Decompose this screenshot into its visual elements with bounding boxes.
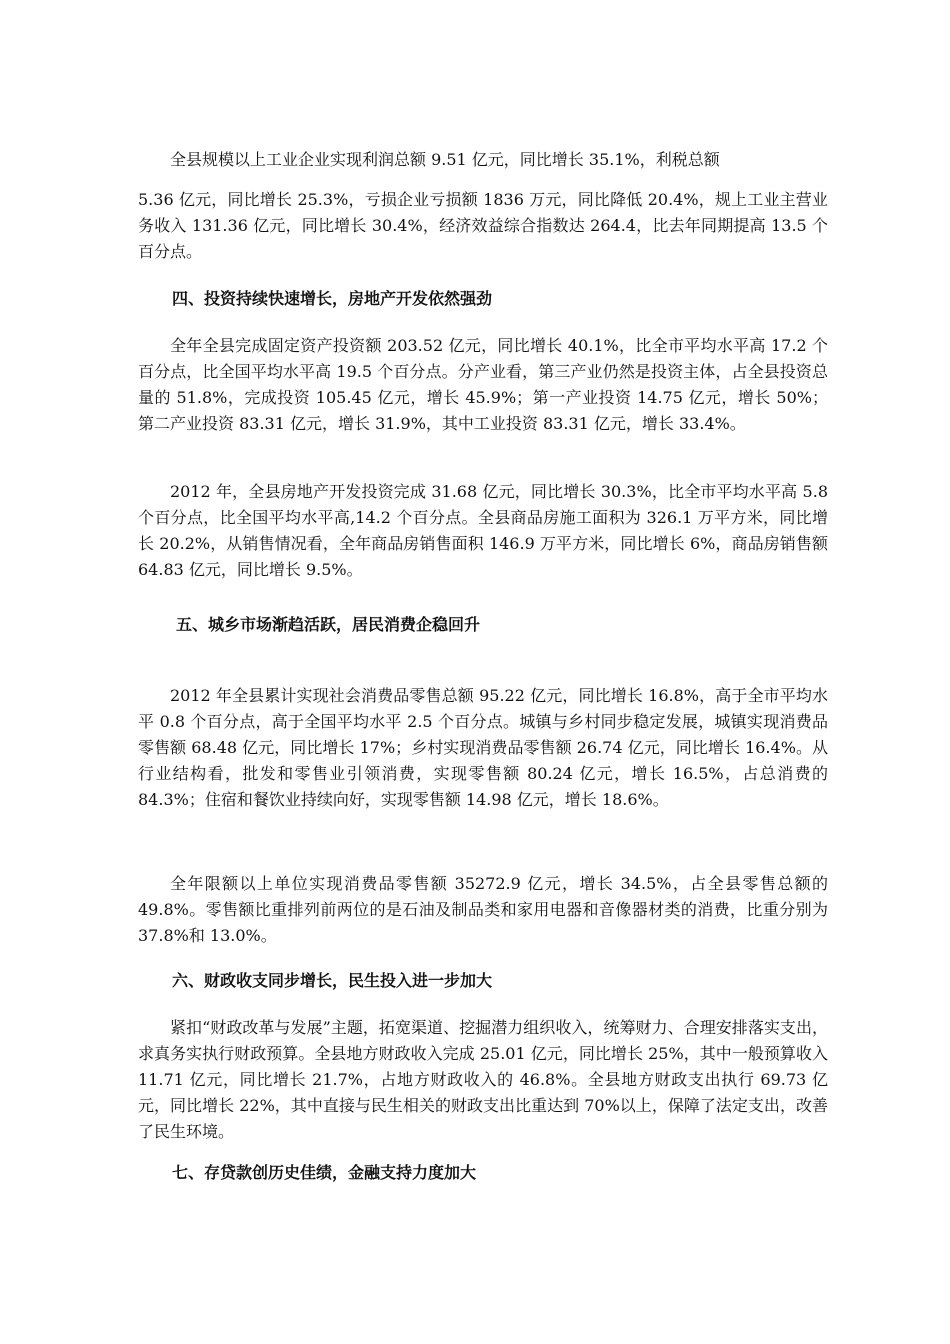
paragraph-above-limit-retail: 全年限额以上单位实现消费品零售额 35272.9 亿元，增长 34.5%，占全县零售总额的 49.8%。零售额比重排列前两位的是石油及制品类和家用电器和音像器材类的消费，比重分别为 37.8%和 13.0%。	[138, 874, 828, 945]
section-heading-deposits: 七、存贷款创历史佳绩，金融支持力度加大	[172, 1163, 477, 1182]
paragraph-fiscal: 紧扣“财政改革与发展”主题，拓宽渠道、挖掘潜力组织收入，统筹财力、合理安排落实支出，求真务实执行财政预算。全县地方财政收入完成 25.01 亿元，同比增长 25%，其中一般预算收入 11.71 亿元，同比增长 21.7%，占地方财政收入的 46.8%。全县地方财政支出执行 69.73 亿元，同比增长 22%，其中直接与民生相关的财政支出比重达到 70%以上，保障了法定支出，改善了民生环境。	[138, 1018, 828, 1141]
paragraph-retail-sales: 2012 年全县累计实现社会消费品零售总额 95.22 亿元，同比增长 16.8%，高于全市平均水平 0.8 个百分点，高于全国平均水平 2.5 个百分点。城镇与乡村同步稳定发展，城镇实现消费品零售额 68.48 亿元，同比增长 17%；乡村实现消费品零售额 26.74 亿元，同比增长 16.4%。从行业结构看，批发和零售业引领消费，实现零售额 80.24 亿元，增长 16.5%，占总消费的 84.3%；住宿和餐饮业持续向好，实现零售额 14.98 亿元，增长 18.6%。	[138, 686, 828, 809]
paragraph-fixed-asset-investment: 全年全县完成固定资产投资额 203.52 亿元，同比增长 40.1%，比全市平均水平高 17.2 个百分点，比全国平均水平高 19.5 个百分点。分产业看，第三产业仍然是投资主体，占全县投资总量的 51.8%，完成投资 105.45 亿元，增长 45.9%；第一产业投资 14.75 亿元，增长 50%；第二产业投资 83.31 亿元，增长 31.9%，其中工业投资 83.31 亿元，增长 33.4%。	[138, 336, 828, 433]
paragraph-industry-profit: 5.36 亿元，同比增长 25.3%，亏损企业亏损额 1836 万元，同比降低 20.4%，规上工业主营业务收入 131.36 亿元，同比增长 30.4%，经济效益综合指数达 264.4，比去年同期提高 13.5 个百分点。	[138, 190, 828, 261]
paragraph-industry-profit-first-line: 全县规模以上工业企业实现利润总额 9.51 亿元，同比增长 35.1%，利税总额	[170, 150, 720, 169]
paragraph-real-estate: 2012 年，全县房地产开发投资完成 31.68 亿元，同比增长 30.3%，比全市平均水平高 5.8 个百分点，比全国平均水平高,14.2 个百分点。全县商品房施工面积为 326.1 万平方米，同比增长 20.2%，从销售情况看，全年商品房销售面积 146.9 万平方米，同比增长 6%，商品房销售额 64.83 亿元，同比增长 9.5%。	[138, 482, 828, 579]
section-heading-investment: 四、投资持续快速增长，房地产开发依然强劲	[172, 289, 493, 308]
section-heading-market: 五、城乡市场渐趋活跃，居民消费企稳回升	[176, 615, 481, 634]
section-heading-finance: 六、财政收支同步增长，民生投入进一步加大	[172, 971, 493, 990]
